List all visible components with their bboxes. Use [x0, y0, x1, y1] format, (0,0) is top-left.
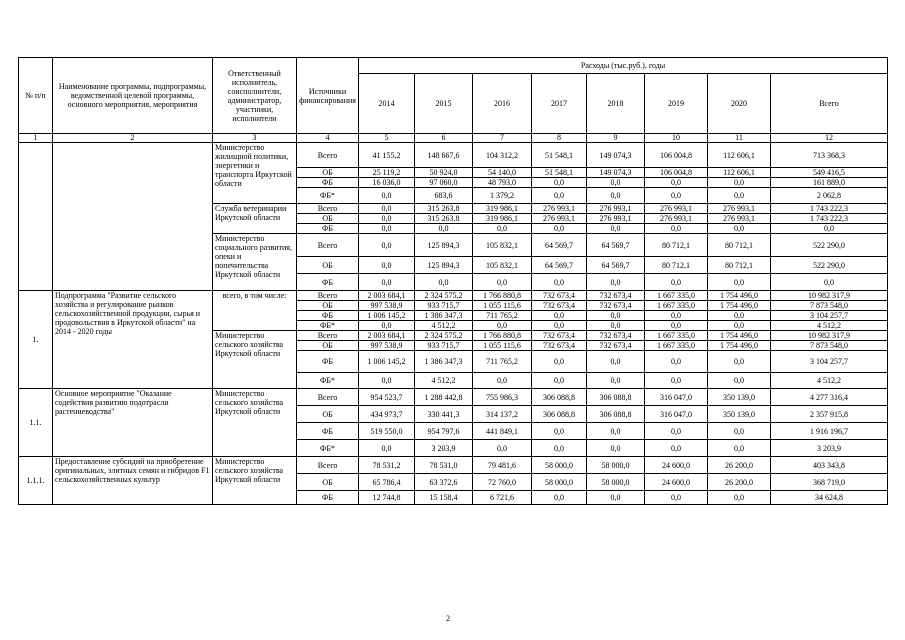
year-value-cell: 0,0: [473, 321, 532, 331]
year-value-cell: 72 760,0: [473, 474, 532, 491]
year-value-cell: 0,0: [645, 440, 708, 457]
year-value-cell: 0,0: [532, 440, 587, 457]
year-value-cell: 58 000,0: [587, 457, 645, 474]
column-index-cell: 3: [213, 134, 297, 143]
year-value-cell: 0,0: [587, 351, 645, 373]
funding-source-cell: ОБ: [297, 257, 359, 274]
row-number-cell: [19, 143, 53, 291]
year-value-cell: 0,0: [708, 491, 771, 505]
funding-source-cell: ФБ*: [297, 188, 359, 204]
column-index-cell: 11: [708, 134, 771, 143]
year-value-cell: 1 006 145,2: [359, 351, 415, 373]
year-value-cell: 0,0: [359, 204, 415, 214]
year-value-cell: 16 036,0: [359, 178, 415, 188]
year-value-cell: 80 712,1: [645, 234, 708, 257]
year-value-cell: 0,0: [359, 440, 415, 457]
year-value-cell: 12 744,8: [359, 491, 415, 505]
year-value-cell: 0,0: [532, 311, 587, 321]
total-value-cell: 549 416,5: [771, 168, 888, 178]
total-value-cell: 2 062,8: [771, 188, 888, 204]
funding-source-cell: Всего: [297, 457, 359, 474]
year-value-cell: 51 548,1: [532, 143, 587, 168]
year-value-cell: 64 569,7: [532, 257, 587, 274]
year-value-cell: 0,0: [587, 440, 645, 457]
year-value-cell: 276 993,1: [587, 204, 645, 214]
page-number: 2: [446, 614, 450, 623]
year-value-cell: 0,0: [532, 224, 587, 234]
year-value-cell: 1 055 115,6: [473, 301, 532, 311]
year-value-cell: 24 600,0: [645, 474, 708, 491]
row-name-cell: Основное мероприятие "Оказание содействия развитию подотрасли растениеводства": [53, 389, 213, 457]
year-value-cell: 0,0: [587, 423, 645, 440]
year-value-cell: 0,0: [587, 311, 645, 321]
column-index-cell: 5: [359, 134, 415, 143]
year-value-cell: 50 924,0: [415, 168, 473, 178]
table-row: [19, 389, 888, 406]
total-value-cell: 7 873 548,0: [771, 341, 888, 351]
column-index-cell: 4: [297, 134, 359, 143]
year-value-cell: 0,0: [532, 423, 587, 440]
table-row: [19, 457, 888, 474]
year-value-cell: 276 993,1: [532, 214, 587, 224]
year-value-cell: 78 531,2: [359, 457, 415, 474]
year-value-cell: 441 849,1: [473, 423, 532, 440]
year-value-cell: 683,6: [415, 188, 473, 204]
funding-source-cell: ФБ*: [297, 440, 359, 457]
year-value-cell: 1 754 496,0: [708, 331, 771, 341]
year-header: 2016: [473, 74, 532, 134]
funding-source-cell: ОБ: [297, 406, 359, 423]
responsible-minsoc: Министерство социального развития, опеки и попечительства Иркутской области: [213, 234, 297, 291]
year-value-cell: 1 754 496,0: [708, 301, 771, 311]
year-value-cell: 276 993,1: [645, 214, 708, 224]
col-header-name: Наименование программы, подпрограммы, ведомственной целевой программы, основного мероприятия, мероприятия: [53, 58, 213, 134]
year-value-cell: 148 667,6: [415, 143, 473, 168]
funding-source-cell: Всего: [297, 143, 359, 168]
year-value-cell: 0,0: [587, 373, 645, 389]
year-value-cell: 106 004,8: [645, 143, 708, 168]
col-header-responsible: Ответственный исполнитель, соисполнители, администратор, участники, исполнители: [213, 58, 297, 134]
year-value-cell: 319 986,1: [473, 214, 532, 224]
year-value-cell: 711 765,2: [473, 351, 532, 373]
funding-source-cell: ФБ: [297, 178, 359, 188]
funding-source-cell: Всего: [297, 291, 359, 301]
funding-source-cell: ФБ: [297, 423, 359, 440]
year-value-cell: 732 673,4: [587, 341, 645, 351]
funding-source-cell: ФБ*: [297, 321, 359, 331]
year-value-cell: 1 386 347,3: [415, 351, 473, 373]
year-value-cell: 0,0: [359, 188, 415, 204]
year-value-cell: 0,0: [359, 321, 415, 331]
responsible-minzhil: Министерство жилищной политики, энергетики и транспорта Иркутской области: [213, 143, 297, 204]
year-value-cell: 0,0: [532, 321, 587, 331]
year-value-cell: 954 523,7: [359, 389, 415, 406]
year-value-cell: 25 119,2: [359, 168, 415, 178]
year-value-cell: 1 667 335,0: [645, 291, 708, 301]
year-value-cell: 315 263,8: [415, 214, 473, 224]
column-index-cell: 10: [645, 134, 708, 143]
year-value-cell: 0,0: [708, 321, 771, 331]
year-value-cell: 1 288 442,8: [415, 389, 473, 406]
column-index-cell: 9: [587, 134, 645, 143]
year-value-cell: 0,0: [708, 274, 771, 291]
year-value-cell: 732 673,4: [532, 301, 587, 311]
year-value-cell: 0,0: [708, 373, 771, 389]
year-value-cell: 0,0: [645, 321, 708, 331]
funding-source-cell: ОБ: [297, 474, 359, 491]
year-value-cell: 1 667 335,0: [645, 331, 708, 341]
row-number-cell: 1.1.: [19, 389, 53, 457]
column-index-row: [19, 134, 888, 143]
total-value-cell: 1 916 196,7: [771, 423, 888, 440]
year-value-cell: 0,0: [532, 351, 587, 373]
year-value-cell: 0,0: [587, 274, 645, 291]
year-value-cell: 933 715,7: [415, 341, 473, 351]
total-value-cell: 161 889,0: [771, 178, 888, 188]
col-header-source: Источники финансирования: [297, 58, 359, 134]
funding-source-cell: ФБ: [297, 274, 359, 291]
year-value-cell: 0,0: [532, 178, 587, 188]
funding-source-cell: Всего: [297, 331, 359, 341]
year-value-cell: 48 793,0: [473, 178, 532, 188]
year-value-cell: 112 606,1: [708, 168, 771, 178]
year-value-cell: 0,0: [587, 188, 645, 204]
total-value-cell: 10 982 317,9: [771, 291, 888, 301]
year-value-cell: 26 200,0: [708, 474, 771, 491]
year-value-cell: 105 832,1: [473, 257, 532, 274]
year-value-cell: 732 673,4: [532, 331, 587, 341]
year-value-cell: 732 673,4: [587, 301, 645, 311]
year-value-cell: 0,0: [359, 373, 415, 389]
year-value-cell: 350 139,0: [708, 389, 771, 406]
total-value-cell: 2 357 915,8: [771, 406, 888, 423]
total-value-cell: 522 290,0: [771, 257, 888, 274]
year-value-cell: 58 000,0: [587, 474, 645, 491]
year-value-cell: 1 006 145,2: [359, 311, 415, 321]
column-index-cell: 1: [19, 134, 53, 143]
year-value-cell: 80 712,1: [708, 257, 771, 274]
total-value-cell: 10 982 317,9: [771, 331, 888, 341]
year-value-cell: 4 512,2: [415, 373, 473, 389]
year-value-cell: 65 786,4: [359, 474, 415, 491]
year-value-cell: 2 324 575,2: [415, 291, 473, 301]
year-header: 2014: [359, 74, 415, 134]
year-value-cell: 0,0: [645, 224, 708, 234]
year-value-cell: 0,0: [473, 440, 532, 457]
year-value-cell: 316 047,0: [645, 389, 708, 406]
table-row: [19, 143, 888, 168]
year-value-cell: 51 548,1: [532, 168, 587, 178]
year-value-cell: 112 606,1: [708, 143, 771, 168]
total-value-cell: 0,0: [771, 274, 888, 291]
year-value-cell: 330 441,3: [415, 406, 473, 423]
row-number-cell: 1.1.1.: [19, 457, 53, 505]
year-value-cell: 0,0: [359, 234, 415, 257]
year-value-cell: 755 986,3: [473, 389, 532, 406]
year-value-cell: 63 372,6: [415, 474, 473, 491]
column-index-cell: 6: [415, 134, 473, 143]
year-value-cell: 54 140,0: [473, 168, 532, 178]
year-value-cell: 1 055 115,6: [473, 341, 532, 351]
year-value-cell: 732 673,4: [532, 341, 587, 351]
year-header: 2018: [587, 74, 645, 134]
funding-source-cell: Всего: [297, 234, 359, 257]
year-header: 2020: [708, 74, 771, 134]
year-value-cell: 80 712,1: [645, 257, 708, 274]
year-value-cell: 276 993,1: [587, 214, 645, 224]
budget-table-sheet: [18, 57, 887, 505]
year-value-cell: 0,0: [359, 274, 415, 291]
year-value-cell: 78 531,0: [415, 457, 473, 474]
funding-source-cell: ФБ: [297, 311, 359, 321]
year-value-cell: 0,0: [532, 188, 587, 204]
total-value-cell: 4 277 316,4: [771, 389, 888, 406]
year-value-cell: 997 538,9: [359, 341, 415, 351]
year-value-cell: 306 088,8: [532, 389, 587, 406]
year-value-cell: 41 155,2: [359, 143, 415, 168]
responsible-minsh: Министерство сельского хозяйства Иркутской области: [213, 457, 297, 505]
responsible-minsh: Министерство сельского хозяйства Иркутской области: [213, 389, 297, 457]
year-value-cell: 64 569,7: [587, 257, 645, 274]
year-value-cell: 732 673,4: [532, 291, 587, 301]
year-value-cell: 2 003 684,1: [359, 291, 415, 301]
year-value-cell: 997 538,9: [359, 301, 415, 311]
year-value-cell: 58 000,0: [532, 457, 587, 474]
year-value-cell: 2 003 684,1: [359, 331, 415, 341]
responsible-vet: Служба ветеринарии Иркутской области: [213, 204, 297, 234]
year-value-cell: 732 673,4: [587, 291, 645, 301]
responsible-total: всего, в том числе:: [213, 291, 297, 331]
year-value-cell: 58 000,0: [532, 474, 587, 491]
year-value-cell: 125 894,3: [415, 234, 473, 257]
year-value-cell: 314 137,2: [473, 406, 532, 423]
year-value-cell: 149 074,3: [587, 143, 645, 168]
row-name-cell: Подпрограмма "Развитие сельского хозяйства и регулирование рынков сельскохозяйственной продукции, сырья и продовольствия в Иркутской области" на 2014 - 2020 годы: [53, 291, 213, 389]
year-value-cell: 125 894,3: [415, 257, 473, 274]
year-value-cell: 105 832,1: [473, 234, 532, 257]
funding-source-cell: ОБ: [297, 168, 359, 178]
year-value-cell: 106 004,8: [645, 168, 708, 178]
year-value-cell: 276 993,1: [532, 204, 587, 214]
total-value-cell: 1 743 222,3: [771, 204, 888, 214]
year-value-cell: 0,0: [645, 178, 708, 188]
column-index-cell: 12: [771, 134, 888, 143]
row-number-cell: 1.: [19, 291, 53, 389]
year-value-cell: 0,0: [645, 311, 708, 321]
year-value-cell: 1 379,2: [473, 188, 532, 204]
year-value-cell: 79 481,6: [473, 457, 532, 474]
year-value-cell: 1 667 335,0: [645, 301, 708, 311]
year-value-cell: 0,0: [708, 440, 771, 457]
year-value-cell: 0,0: [708, 178, 771, 188]
year-value-cell: 0,0: [359, 224, 415, 234]
year-value-cell: 0,0: [645, 491, 708, 505]
year-value-cell: 0,0: [532, 491, 587, 505]
year-value-cell: 1 754 496,0: [708, 291, 771, 301]
funding-source-cell: ОБ: [297, 341, 359, 351]
year-value-cell: 1 766 880,8: [473, 291, 532, 301]
year-value-cell: 0,0: [587, 321, 645, 331]
table-row: [19, 291, 888, 301]
year-value-cell: 0,0: [645, 351, 708, 373]
year-value-cell: 954 797,6: [415, 423, 473, 440]
funding-source-cell: ФБ: [297, 224, 359, 234]
expenditure-table: [18, 57, 888, 505]
year-value-cell: 0,0: [645, 274, 708, 291]
year-value-cell: 0,0: [359, 214, 415, 224]
total-value-cell: 522 290,0: [771, 234, 888, 257]
responsible-minsh: Министерство сельского хозяйства Иркутской области: [213, 331, 297, 389]
year-value-cell: 276 993,1: [708, 214, 771, 224]
year-value-cell: 0,0: [473, 274, 532, 291]
year-value-cell: 0,0: [708, 224, 771, 234]
column-index-cell: 8: [532, 134, 587, 143]
year-value-cell: 26 200,0: [708, 457, 771, 474]
year-value-cell: 15 158,4: [415, 491, 473, 505]
funding-source-cell: Всего: [297, 389, 359, 406]
column-index-cell: 7: [473, 134, 532, 143]
year-value-cell: 24 600,0: [645, 457, 708, 474]
year-value-cell: 3 203,9: [415, 440, 473, 457]
row-name-cell: [53, 143, 213, 291]
year-value-cell: 316 047,0: [645, 406, 708, 423]
total-value-cell: 403 343,8: [771, 457, 888, 474]
year-value-cell: 6 721,6: [473, 491, 532, 505]
funding-source-cell: Всего: [297, 204, 359, 214]
year-value-cell: 80 712,1: [708, 234, 771, 257]
year-value-cell: 0,0: [587, 178, 645, 188]
year-value-cell: 0,0: [473, 224, 532, 234]
row-name-cell: Предоставление субсидий на приобретение оригинальных, элитных семян и гибридов F1 сельскохозяйственных культур: [53, 457, 213, 505]
year-value-cell: 276 993,1: [645, 204, 708, 214]
year-value-cell: 0,0: [708, 188, 771, 204]
total-value-cell: 4 512,2: [771, 373, 888, 389]
col-header-expenses: Расходы (тыс.руб.), годы: [359, 58, 888, 74]
year-value-cell: 2 324 575,2: [415, 331, 473, 341]
year-value-cell: 104 312,2: [473, 143, 532, 168]
year-header: 2017: [532, 74, 587, 134]
year-value-cell: 0,0: [645, 373, 708, 389]
year-value-cell: 711 765,2: [473, 311, 532, 321]
year-header: 2015: [415, 74, 473, 134]
year-value-cell: 0,0: [473, 373, 532, 389]
year-value-cell: 0,0: [359, 257, 415, 274]
year-value-cell: 1 667 335,0: [645, 341, 708, 351]
funding-source-cell: ФБ: [297, 351, 359, 373]
total-value-cell: 3 203,9: [771, 440, 888, 457]
year-value-cell: 97 060,0: [415, 178, 473, 188]
year-value-cell: 0,0: [587, 224, 645, 234]
funding-source-cell: ОБ: [297, 301, 359, 311]
year-value-cell: 0,0: [532, 373, 587, 389]
year-value-cell: 732 673,4: [587, 331, 645, 341]
year-value-cell: 64 569,7: [587, 234, 645, 257]
year-value-cell: 64 569,7: [532, 234, 587, 257]
year-value-cell: 933 715,7: [415, 301, 473, 311]
year-value-cell: 149 074,3: [587, 168, 645, 178]
year-value-cell: 0,0: [415, 274, 473, 291]
year-header: 2019: [645, 74, 708, 134]
total-value-cell: 0,0: [771, 224, 888, 234]
col-header-number: № п/п: [19, 58, 53, 134]
year-value-cell: 4 512,2: [415, 321, 473, 331]
year-value-cell: 434 973,7: [359, 406, 415, 423]
total-value-cell: 3 104 257,7: [771, 351, 888, 373]
total-header: Всего: [771, 74, 888, 134]
funding-source-cell: ОБ: [297, 214, 359, 224]
year-value-cell: 1 766 880,8: [473, 331, 532, 341]
total-value-cell: 4 512,2: [771, 321, 888, 331]
year-value-cell: 0,0: [708, 351, 771, 373]
year-value-cell: 306 088,8: [587, 406, 645, 423]
year-value-cell: 306 088,8: [532, 406, 587, 423]
year-value-cell: 276 993,1: [708, 204, 771, 214]
total-value-cell: 713 368,3: [771, 143, 888, 168]
year-value-cell: 0,0: [645, 188, 708, 204]
year-value-cell: 0,0: [645, 423, 708, 440]
year-value-cell: 0,0: [708, 311, 771, 321]
total-value-cell: 368 719,0: [771, 474, 888, 491]
funding-source-cell: ФБ*: [297, 373, 359, 389]
year-value-cell: 0,0: [708, 423, 771, 440]
total-value-cell: 34 624,8: [771, 491, 888, 505]
year-value-cell: 350 139,0: [708, 406, 771, 423]
year-value-cell: 0,0: [415, 224, 473, 234]
year-value-cell: 1 386 347,3: [415, 311, 473, 321]
funding-source-cell: ФБ: [297, 491, 359, 505]
total-value-cell: 7 873 548,0: [771, 301, 888, 311]
year-value-cell: 319 986,1: [473, 204, 532, 214]
year-value-cell: 0,0: [532, 274, 587, 291]
year-value-cell: 0,0: [587, 491, 645, 505]
year-value-cell: 315 263,8: [415, 204, 473, 214]
year-value-cell: 519 550,0: [359, 423, 415, 440]
total-value-cell: 1 743 222,3: [771, 214, 888, 224]
year-value-cell: 306 088,8: [587, 389, 645, 406]
total-value-cell: 3 104 257,7: [771, 311, 888, 321]
column-index-cell: 2: [53, 134, 213, 143]
year-value-cell: 1 754 496,0: [708, 341, 771, 351]
